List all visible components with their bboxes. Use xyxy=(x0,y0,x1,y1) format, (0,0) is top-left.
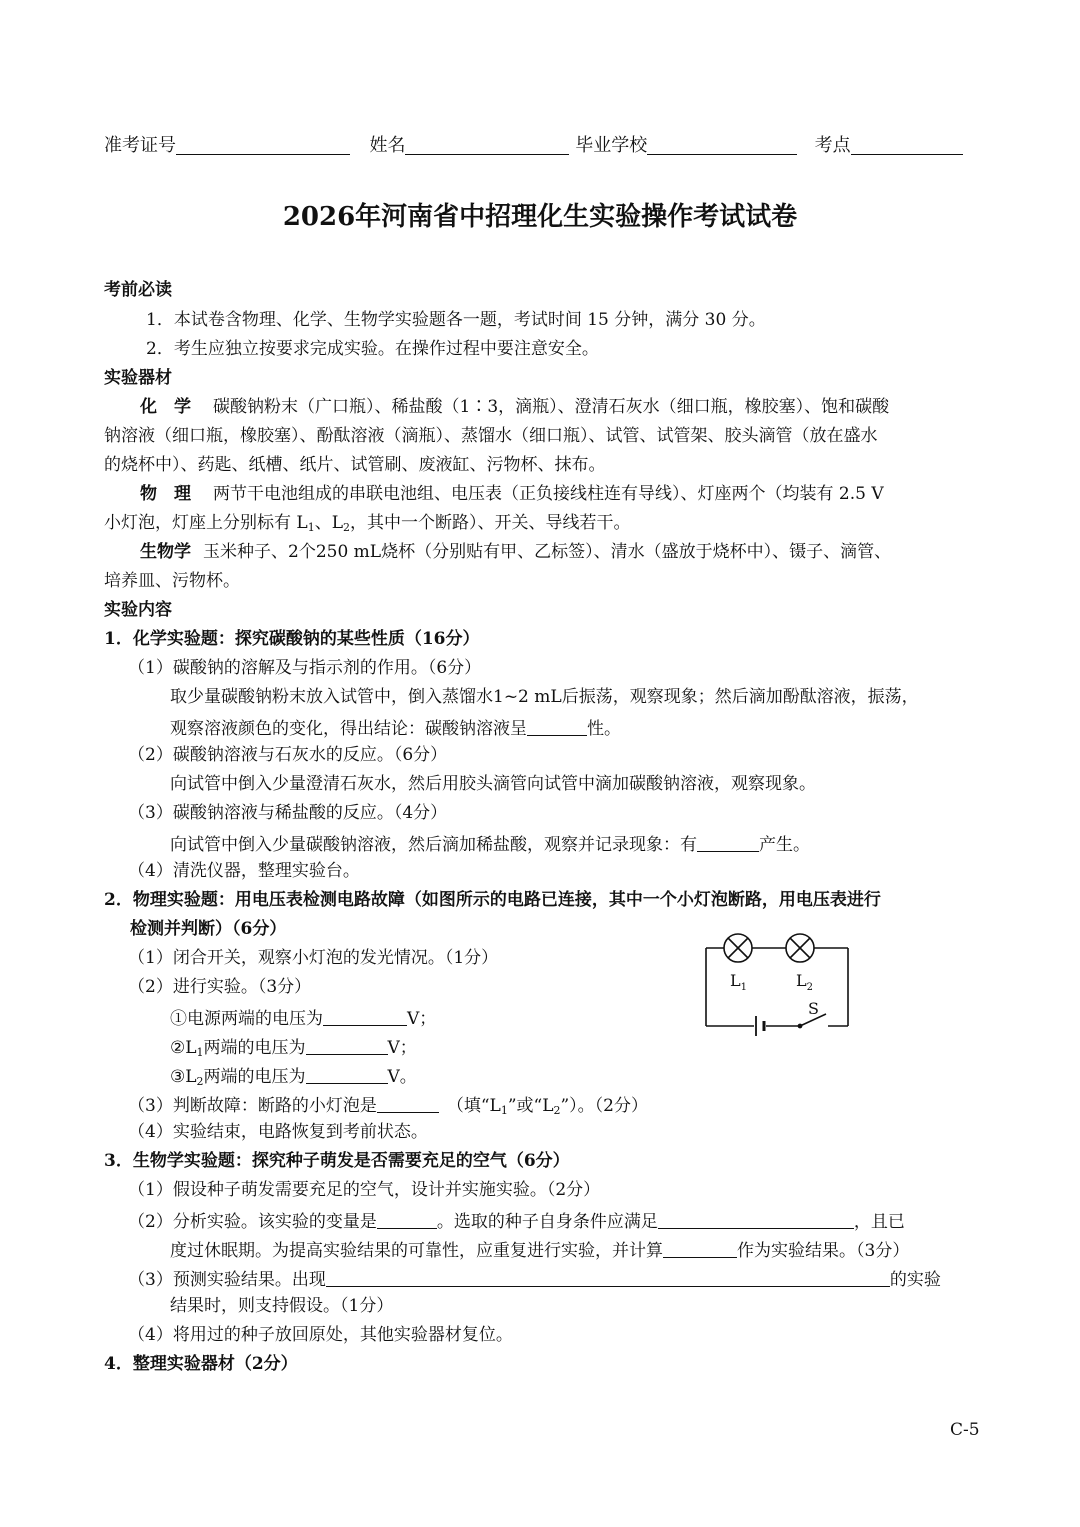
q2-part3-text: （3）判断故障：断路的小灯泡是 xyxy=(128,1096,377,1116)
q3-part2-text-d: 度过休眠期。为提高实验结果的可靠性，应重复进行实验，并计算 xyxy=(170,1241,663,1261)
q3-part2-line1 xyxy=(128,1211,905,1231)
name-label: 姓名 xyxy=(369,135,406,156)
content-heading: 实验内容 xyxy=(104,600,172,620)
q2-part2: （2）进行实验。（3分） xyxy=(128,977,312,997)
q1-part3-text: 向试管中倒入少量碳酸钠溶液，然后滴加稀盐酸，观察并记录现象：有 xyxy=(170,835,697,855)
q3-part2-line2 xyxy=(170,1240,909,1260)
q1-part2-line1: 向试管中倒入少量澄清石灰水，然后用胶头滴管向试管中滴加碳酸钠溶液，观察现象。 xyxy=(170,774,816,794)
subscript: 2 xyxy=(196,1075,204,1088)
label-l1: $L_1$ xyxy=(730,971,747,993)
q2-measure-3-unit: V。 xyxy=(387,1067,417,1087)
notice-item-2: 2．考生应独立按要求完成实验。在操作过程中要注意安全。 xyxy=(146,339,599,359)
exam-site-blank[interactable] xyxy=(851,136,963,155)
school-blank[interactable] xyxy=(647,136,797,155)
chem-equipment-line-1 xyxy=(140,399,889,416)
label-switch: S xyxy=(808,999,819,1018)
q2-part3 xyxy=(128,1095,648,1115)
q2-title-line1: 2．物理实验题：用电压表检测电路故障（如图所示的电路已连接，其中一个小灯泡断路，用电压表进行 xyxy=(104,890,881,910)
q2-measure-3 xyxy=(170,1066,417,1086)
battery-icon xyxy=(756,1016,764,1036)
name-blank[interactable] xyxy=(405,136,569,155)
q4-title: 4．整理实验器材（2分） xyxy=(104,1354,298,1374)
q2-measure-2-text-b: 两端的电压为 xyxy=(203,1038,306,1058)
answer-blank[interactable] xyxy=(326,1269,890,1287)
bio-text-1: 玉米种子、2个250 mL烧杯（分别贴有甲、乙标签）、清水（盛放于烧杯中）、镊子、滴管、 xyxy=(203,542,892,562)
q2-part3-fill-hint-c: ”）。（2分） xyxy=(560,1096,648,1116)
bio-equipment-line-2: 培养皿、污物杯。 xyxy=(104,571,240,591)
q2-measure-3-text: ③L xyxy=(170,1067,197,1087)
phys-label: 物 理 xyxy=(140,484,191,504)
q1-part1-line2 xyxy=(170,718,621,738)
q2-part1: （1）闭合开关，观察小灯泡的发光情况。（1分） xyxy=(128,948,499,968)
q2-part3-fill-hint: （填“L xyxy=(446,1096,501,1116)
answer-blank[interactable] xyxy=(527,718,587,736)
q3-part3-text-a: （3）预测实验结果。出现 xyxy=(128,1270,326,1290)
page-number: C-5 xyxy=(950,1420,980,1440)
phys-text-2a: 小灯泡，灯座上分别标有 L xyxy=(104,513,308,533)
bulb-l1-icon xyxy=(724,934,752,962)
subscript: 2 xyxy=(553,1104,561,1117)
notice-heading: 考前必读 xyxy=(104,280,172,300)
page-title: 2026年河南省中招理化生实验操作考试试卷 xyxy=(282,202,798,232)
q3-part2-text-e: 作为实验结果。（3分） xyxy=(737,1241,910,1261)
answer-blank[interactable] xyxy=(306,1066,388,1084)
q3-part3-line2: 结果时，则支持假设。（1分） xyxy=(170,1296,394,1316)
q2-measure-2-unit: V； xyxy=(387,1038,417,1058)
q1-part1-title: （1）碳酸钠的溶解及与指示剂的作用。（6分） xyxy=(128,658,482,678)
q3-part2-text-c: ，且已 xyxy=(853,1212,905,1232)
answer-blank[interactable] xyxy=(306,1037,388,1055)
q3-part4: （4）将用过的种子放回原处，其他实验器材复位。 xyxy=(128,1325,513,1345)
q3-part1: （1）假设种子萌发需要充足的空气，设计并实施实验。（2分） xyxy=(128,1180,601,1200)
label-l2: $L_2$ xyxy=(796,971,813,993)
q1-part3-title: （3）碳酸钠溶液与稀盐酸的反应。（4分） xyxy=(128,803,448,823)
bio-equipment-line-1 xyxy=(140,544,891,561)
exam-site-label: 考点 xyxy=(814,135,851,156)
q2-measure-3-text-b: 两端的电压为 xyxy=(203,1067,306,1087)
answer-blank[interactable] xyxy=(663,1240,737,1258)
phys-equipment-line-2 xyxy=(104,515,631,532)
circuit-diagram xyxy=(700,928,860,1036)
bio-label: 生物学 xyxy=(140,542,191,562)
notice-item-1: 1．本试卷含物理、化学、生物学实验题各一题，考试时间 15 分钟，满分 30 分。 xyxy=(146,310,766,330)
q1-part2-title: （2）碳酸钠溶液与石灰水的反应。（6分） xyxy=(128,745,448,765)
candidate-info-row xyxy=(104,136,963,155)
q2-measure-1-unit: V； xyxy=(407,1009,437,1029)
q3-part2-text-a: （2）分析实验。该实验的变量是 xyxy=(128,1212,377,1232)
admission-no-label: 准考证号 xyxy=(104,135,176,156)
q2-measure-1-text: ①电源两端的电压为 xyxy=(170,1009,323,1029)
subscript: 1 xyxy=(196,1046,204,1059)
q1-part3-text-end: 产生。 xyxy=(759,835,810,855)
subscript: 1 xyxy=(500,1104,508,1117)
q3-part2-text-b: 。选取的种子自身条件应满足 xyxy=(436,1212,658,1232)
phys-equipment-line-1 xyxy=(140,486,884,503)
answer-blank[interactable] xyxy=(377,1211,437,1229)
equipment-heading: 实验器材 xyxy=(104,368,172,388)
q2-part4: （4）实验结束，电路恢复到考前状态。 xyxy=(128,1122,428,1142)
q2-title-line2: 检测并判断）（6分） xyxy=(130,919,287,939)
q2-part3-fill-hint-b: ”或“L xyxy=(507,1096,554,1116)
q1-part1-text: 观察溶液颜色的变化，得出结论：碳酸钠溶液呈 xyxy=(170,719,527,739)
answer-blank[interactable] xyxy=(377,1095,439,1113)
phys-text-1: 两节干电池组成的串联电池组、电压表（正负接线柱连有导线）、灯座两个（均装有 2.5 V xyxy=(213,484,884,504)
q2-measure-2-text: ②L xyxy=(170,1038,197,1058)
q1-part4-title: （4）清洗仪器，整理实验台。 xyxy=(128,861,360,881)
q2-measure-1 xyxy=(170,1008,436,1028)
answer-blank[interactable] xyxy=(323,1008,407,1026)
bulb-l2-icon xyxy=(786,934,814,962)
q1-part1-line1: 取少量碳酸钠粉末放入试管中，倒入蒸馏水1~2 mL后振荡，观察现象；然后滴加酚酞溶液，振荡， xyxy=(170,687,919,707)
chem-equipment-line-3: 的烧杯中）、药匙、纸槽、纸片、试管刷、废液缸、污物杯、抹布。 xyxy=(104,455,606,475)
q3-title: 3．生物学实验题：探究种子萌发是否需要充足的空气（6分） xyxy=(104,1151,570,1171)
admission-no-blank[interactable] xyxy=(176,136,350,155)
q1-part3-line1 xyxy=(170,834,810,854)
q2-measure-2 xyxy=(170,1037,417,1057)
answer-blank[interactable] xyxy=(658,1211,854,1229)
q1-title: 1．化学实验题：探究碳酸钠的某些性质（16分） xyxy=(104,629,480,649)
chem-equipment-line-2: 钠溶液（细口瓶，橡胶塞）、酚酞溶液（滴瓶）、蒸馏水（细口瓶）、试管、试管架、胶头滴管（放在盛水 xyxy=(104,426,878,446)
phys-text-2c: ，其中一个断路）、开关、导线若干。 xyxy=(350,513,631,533)
phys-text-2b: 、L xyxy=(314,513,343,533)
q3-part3-text-b: 的实验 xyxy=(889,1270,941,1290)
q3-part3-line1 xyxy=(128,1269,941,1289)
chem-text-1: 碳酸钠粉末（广口瓶）、稀盐酸（1∶3，滴瓶）、澄清石灰水（细口瓶，橡胶塞）、饱和碳酸 xyxy=(213,397,890,417)
chem-label: 化 学 xyxy=(140,397,191,417)
subscript: 2 xyxy=(343,521,350,534)
subscript: 1 xyxy=(307,521,315,534)
q1-part1-text-end: 性。 xyxy=(587,719,621,739)
answer-blank[interactable] xyxy=(697,834,759,852)
school-label: 毕业学校 xyxy=(575,135,648,156)
